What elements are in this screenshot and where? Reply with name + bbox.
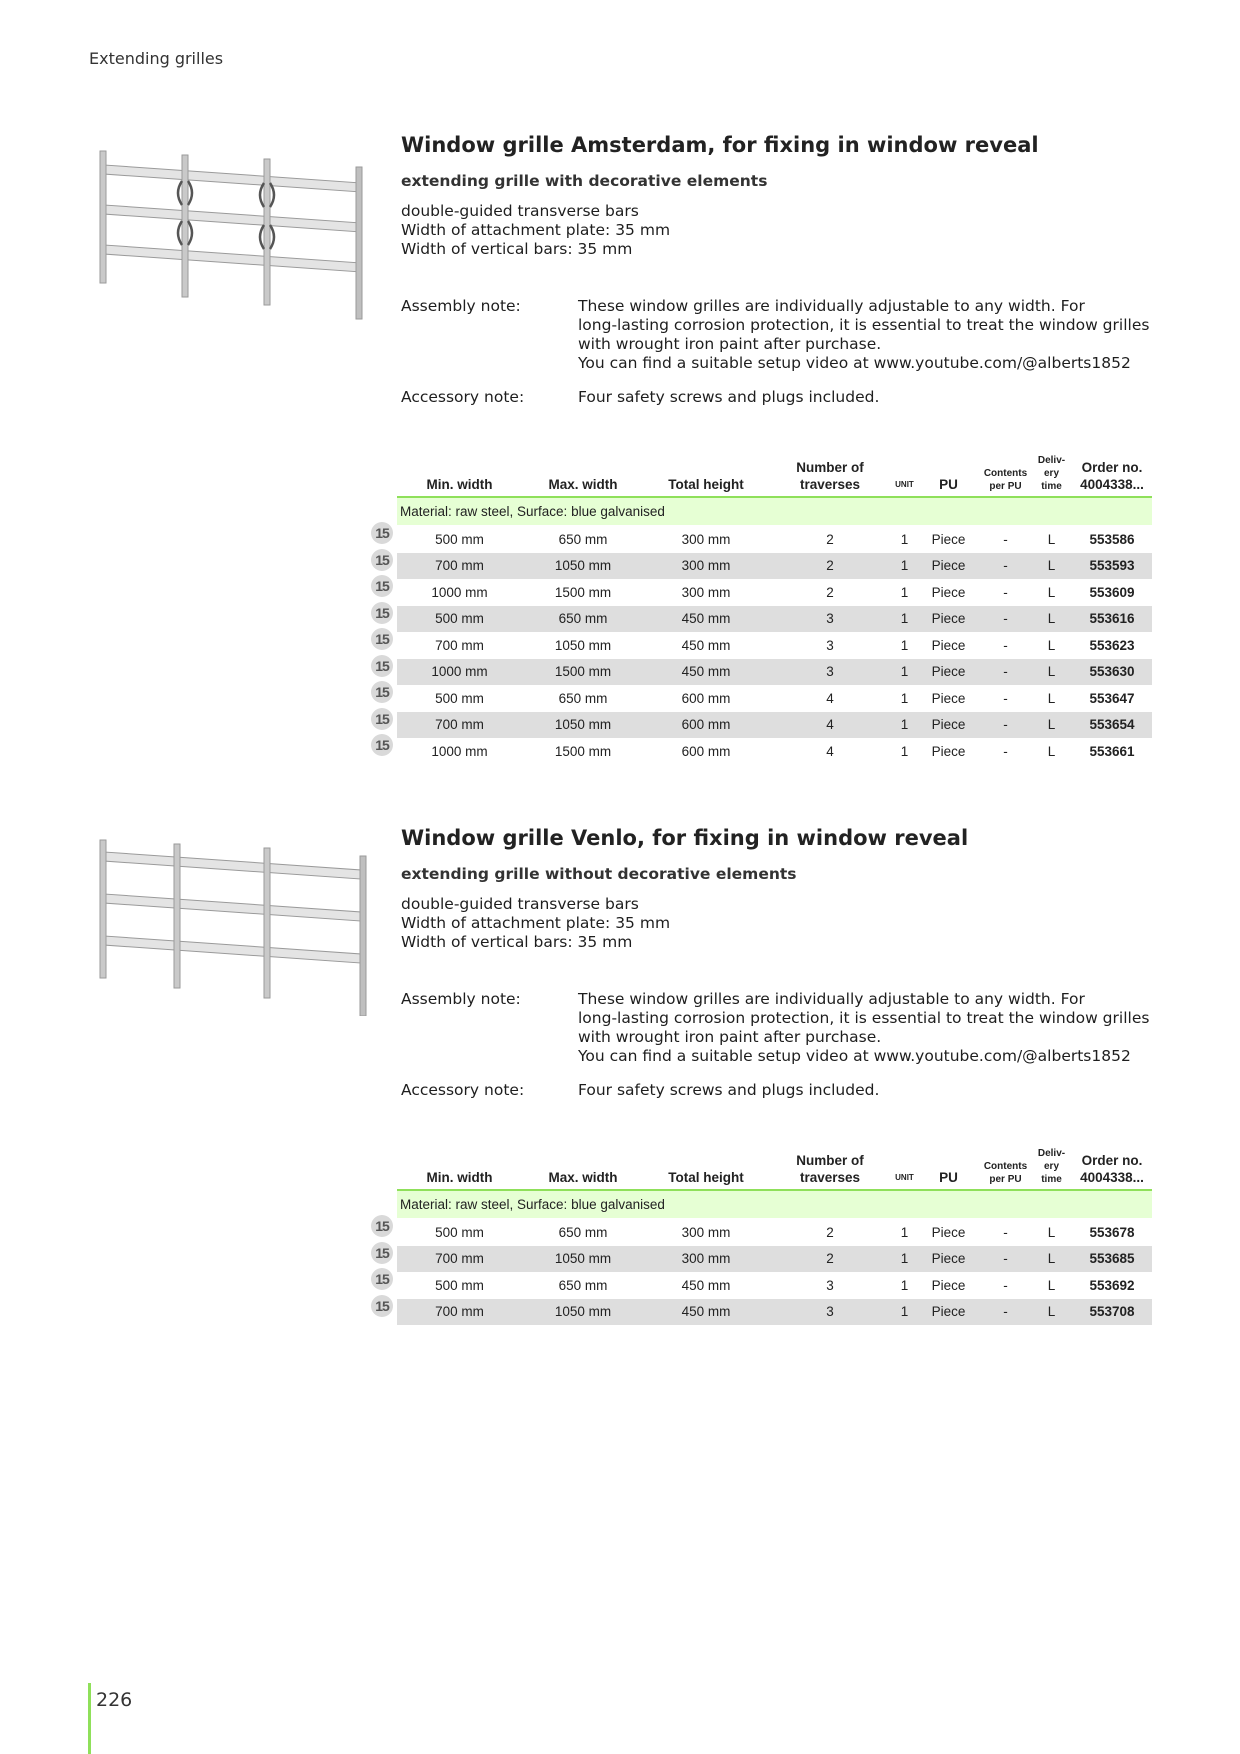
cell-height: 450 mm [644,606,768,633]
product-specs [401,895,670,952]
col-order-no [1072,1147,1152,1190]
assembly-line: long-lasting corrosion protection, it is essential to treat the window grilles [578,1009,1150,1027]
header-text: 4004338... [1080,477,1144,492]
header-text: Deliv- [1037,1148,1066,1159]
header-text: Order no. [1081,1153,1143,1168]
cell-min: 1000 mm [431,584,488,600]
cell-traverses: 2 [826,531,834,547]
cell-traverses: 3 [768,606,892,633]
header-text: 4004338... [1080,1170,1144,1185]
cell-order: 553630 [1072,659,1152,686]
table-row [397,526,1152,553]
cell-pu: Piece [931,637,966,653]
header-text: Contents [983,468,1028,479]
cell-delivery: L [1031,1246,1072,1273]
cell-unit: 1 [900,584,909,600]
cell-unit: 1 [900,690,909,706]
product-specs [401,202,670,259]
cell-contents: - [980,1299,1031,1326]
cell-height: 300 mm [681,531,731,547]
delivery-badge-icon: 15 [371,1242,393,1264]
cell-contents: - [1003,743,1008,759]
cell-unit: 1 [892,1299,917,1326]
product-table [397,454,1152,765]
cell-pu: Piece [931,1277,966,1293]
cell-order: 553616 [1072,606,1152,633]
delivery-badge-icon: 15 [371,1268,393,1290]
cell-contents: - [1003,584,1008,600]
cell-contents: - [1003,1224,1008,1240]
delivery-badge-icon: 15 [371,602,393,624]
cell-contents: - [980,1246,1031,1273]
table-body [397,1190,1152,1325]
assembly-line: long-lasting corrosion protection, it is essential to treat the window grilles [578,316,1150,334]
cell-delivery: L [1047,690,1056,706]
table-row [397,553,1152,580]
cell-traverses: 2 [826,1224,834,1240]
cell-min: 500 mm [435,1224,484,1240]
cell-order: 553586 [1089,531,1135,547]
cell-delivery: L [1031,659,1072,686]
cell-pu: Piece [917,659,980,686]
cell-delivery: L [1031,1299,1072,1326]
cell-pu: Piece [917,553,980,580]
cell-height: 600 mm [644,712,768,739]
spec-line: double-guided transverse bars [401,202,639,220]
cell-order: 553647 [1089,690,1135,706]
product-title: Window grille Venlo, for fixing in window reveal [401,826,969,850]
cell-pu: Piece [917,1299,980,1326]
cell-pu: Piece [931,690,966,706]
cell-delivery: L [1047,743,1056,759]
cell-unit: 1 [892,553,917,580]
cell-traverses: 3 [768,1299,892,1326]
cell-height: 450 mm [681,1277,731,1293]
cell-max: 1500 mm [522,659,644,686]
cell-pu: Piece [917,606,980,633]
col-pu: PU [917,454,980,497]
assembly-line: with wrought iron paint after purchase. [578,1028,882,1046]
spec-line: double-guided transverse bars [401,895,639,913]
cell-unit: 1 [900,1277,909,1293]
cell-delivery: L [1047,531,1056,547]
spec-line: Width of vertical bars: 35 mm [401,933,633,951]
delivery-badge-icon: 15 [371,575,393,597]
table-row [397,738,1152,765]
cell-order: 553708 [1072,1299,1152,1326]
delivery-badge-icon: 15 [371,522,393,544]
cell-max: 650 mm [558,690,608,706]
cell-height: 450 mm [681,637,731,653]
cell-contents: - [980,712,1031,739]
col-unit: UNIT [892,454,917,497]
table-row [397,606,1152,633]
cell-height: 300 mm [681,584,731,600]
cell-unit: 1 [892,712,917,739]
cell-min: 700 mm [397,712,522,739]
cell-max: 1500 mm [554,743,612,759]
cell-order: 553678 [1089,1224,1135,1240]
table-row [397,632,1152,659]
table-row [397,1299,1152,1326]
cell-min: 500 mm [435,1277,484,1293]
cell-contents: - [980,606,1031,633]
cell-max: 650 mm [558,1224,608,1240]
cell-max: 1050 mm [522,712,644,739]
accessory-note-label: Accessory note: [401,388,525,406]
cell-min: 500 mm [435,690,484,706]
cell-order: 553661 [1089,743,1135,759]
assembly-line: These window grilles are individually adjustable to any width. For [578,297,1085,315]
col-max-width: Max. width [522,1147,644,1190]
footer-accent-bar [88,1683,91,1754]
cell-delivery: L [1031,553,1072,580]
cell-min: 1000 mm [431,743,488,759]
header-text: traverses [799,477,861,492]
delivery-badge-icon: 15 [371,655,393,677]
cell-min: 1000 mm [397,659,522,686]
cell-traverses: 3 [826,637,834,653]
header-text: ery time [1041,1161,1062,1185]
product-venlo [0,808,1240,1488]
cell-order: 553593 [1072,553,1152,580]
material-row [397,497,1152,526]
table-row [397,685,1152,712]
cell-delivery: L [1047,584,1056,600]
col-total-height: Total height [644,1147,768,1190]
table-row [397,1272,1152,1299]
section-label: Extending grilles [89,49,224,68]
table-row [397,579,1152,606]
cell-pu: Piece [917,712,980,739]
cell-traverses: 4 [826,743,834,759]
product-image-amsterdam [94,133,374,323]
cell-min: 700 mm [397,553,522,580]
cell-min: 500 mm [397,606,522,633]
cell-max: 1050 mm [554,637,612,653]
cell-height: 300 mm [681,1224,731,1240]
cell-order: 553692 [1089,1277,1135,1293]
header-text: Number of [796,460,864,475]
cell-pu: Piece [931,1224,966,1240]
cell-unit: 1 [900,1224,909,1240]
col-traverses [768,1147,892,1190]
col-total-height: Total height [644,454,768,497]
cell-unit: 1 [892,659,917,686]
cell-contents: - [1003,637,1008,653]
delivery-badge-icon: 15 [371,1215,393,1237]
delivery-badge-icon: 15 [371,681,393,703]
cell-height: 600 mm [681,743,731,759]
material-text: Material: raw steel, Surface: blue galvanised [397,1190,1152,1219]
cell-order: 553623 [1089,637,1135,653]
cell-contents: - [1003,1277,1008,1293]
cell-min: 700 mm [397,1299,522,1326]
col-contents [980,454,1031,497]
spec-line: Width of vertical bars: 35 mm [401,240,633,258]
cell-delivery: L [1031,712,1072,739]
assembly-line: with wrought iron paint after purchase. [578,335,882,353]
cell-unit: 1 [900,531,909,547]
col-max-width: Max. width [522,454,644,497]
delivery-badge-icon: 15 [371,549,393,571]
product-title: Window grille Amsterdam, for fixing in window reveal [401,133,1039,157]
cell-min: 700 mm [435,637,484,653]
accessory-note-label: Accessory note: [401,1081,525,1099]
cell-traverses: 3 [768,659,892,686]
cell-traverses: 2 [768,553,892,580]
col-unit: UNIT [892,1147,917,1190]
delivery-badge-icon: 15 [371,708,393,730]
cell-delivery: L [1047,1224,1056,1240]
cell-contents: - [1003,531,1008,547]
cell-traverses: 4 [768,712,892,739]
table-body [397,497,1152,765]
cell-max: 1050 mm [522,1299,644,1326]
cell-height: 450 mm [644,659,768,686]
cell-unit: 1 [900,637,909,653]
cell-min: 500 mm [435,531,484,547]
header-text: Contents [983,1161,1028,1172]
spec-line: Width of attachment plate: 35 mm [401,221,671,239]
material-text: Material: raw steel, Surface: blue galvanised [397,497,1152,526]
cell-max: 650 mm [522,606,644,633]
cell-traverses: 2 [768,1246,892,1273]
col-delivery [1031,1147,1072,1190]
col-traverses [768,454,892,497]
cell-traverses: 3 [826,1277,834,1293]
table-row [397,1246,1152,1273]
delivery-badge-icon: 15 [371,734,393,756]
table-header-row [397,1147,1152,1190]
header-text: Order no. [1081,460,1143,475]
col-min-width: Min. width [397,454,522,497]
col-contents [980,1147,1031,1190]
cell-unit: 1 [892,1246,917,1273]
table-row [397,1219,1152,1246]
cell-traverses: 2 [826,584,834,600]
cell-contents: - [980,659,1031,686]
cell-height: 300 mm [644,553,768,580]
assembly-line: These window grilles are individually adjustable to any width. For [578,990,1085,1008]
cell-delivery: L [1047,637,1056,653]
cell-contents: - [1003,690,1008,706]
col-pu: PU [917,1147,980,1190]
assembly-note-label: Assembly note: [401,990,521,1008]
cell-order: 553685 [1072,1246,1152,1273]
header-text: per PU [989,481,1022,492]
header-text: traverses [799,1170,861,1185]
product-subtitle: extending grille with decorative elements [401,172,768,190]
table-row [397,659,1152,686]
cell-pu: Piece [931,743,966,759]
table-row [397,712,1152,739]
assembly-note-label: Assembly note: [401,297,521,315]
cell-max: 1050 mm [522,1246,644,1273]
cell-contents: - [980,553,1031,580]
cell-max: 1050 mm [522,553,644,580]
header-text: Number of [796,1153,864,1168]
spec-line: Width of attachment plate: 35 mm [401,914,671,932]
assembly-note-text [578,990,1158,1066]
col-min-width: Min. width [397,1147,522,1190]
cell-min: 700 mm [397,1246,522,1273]
header-text: ery time [1041,468,1062,492]
assembly-note-text [578,297,1158,373]
accessory-note-text: Four safety screws and plugs included. [578,388,880,406]
assembly-line: You can find a suitable setup video at www.youtube.com/@alberts1852 [578,1047,1131,1065]
product-table [397,1147,1152,1325]
cell-order: 553654 [1072,712,1152,739]
accessory-note-text: Four safety screws and plugs included. [578,1081,880,1099]
cell-delivery: L [1047,1277,1056,1293]
material-row [397,1190,1152,1219]
product-image-venlo [94,826,374,1016]
cell-unit: 1 [892,606,917,633]
table-header-row [397,454,1152,497]
cell-max: 650 mm [558,1277,608,1293]
cell-height: 450 mm [644,1299,768,1326]
col-delivery [1031,454,1072,497]
delivery-badge-icon: 15 [371,628,393,650]
delivery-badge-icon: 15 [371,1295,393,1317]
cell-traverses: 4 [826,690,834,706]
cell-max: 650 mm [558,531,608,547]
cell-pu: Piece [931,584,966,600]
cell-order: 553609 [1089,584,1135,600]
header-text: per PU [989,1174,1022,1185]
cell-delivery: L [1031,606,1072,633]
cell-unit: 1 [900,743,909,759]
cell-height: 300 mm [644,1246,768,1273]
header-text: Deliv- [1037,455,1066,466]
product-amsterdam [0,115,1240,795]
cell-pu: Piece [931,531,966,547]
cell-height: 600 mm [681,690,731,706]
page-number: 226 [96,1689,133,1711]
cell-max: 1500 mm [554,584,612,600]
product-subtitle: extending grille without decorative elements [401,865,797,883]
col-order-no [1072,454,1152,497]
assembly-line: You can find a suitable setup video at www.youtube.com/@alberts1852 [578,354,1131,372]
cell-pu: Piece [917,1246,980,1273]
